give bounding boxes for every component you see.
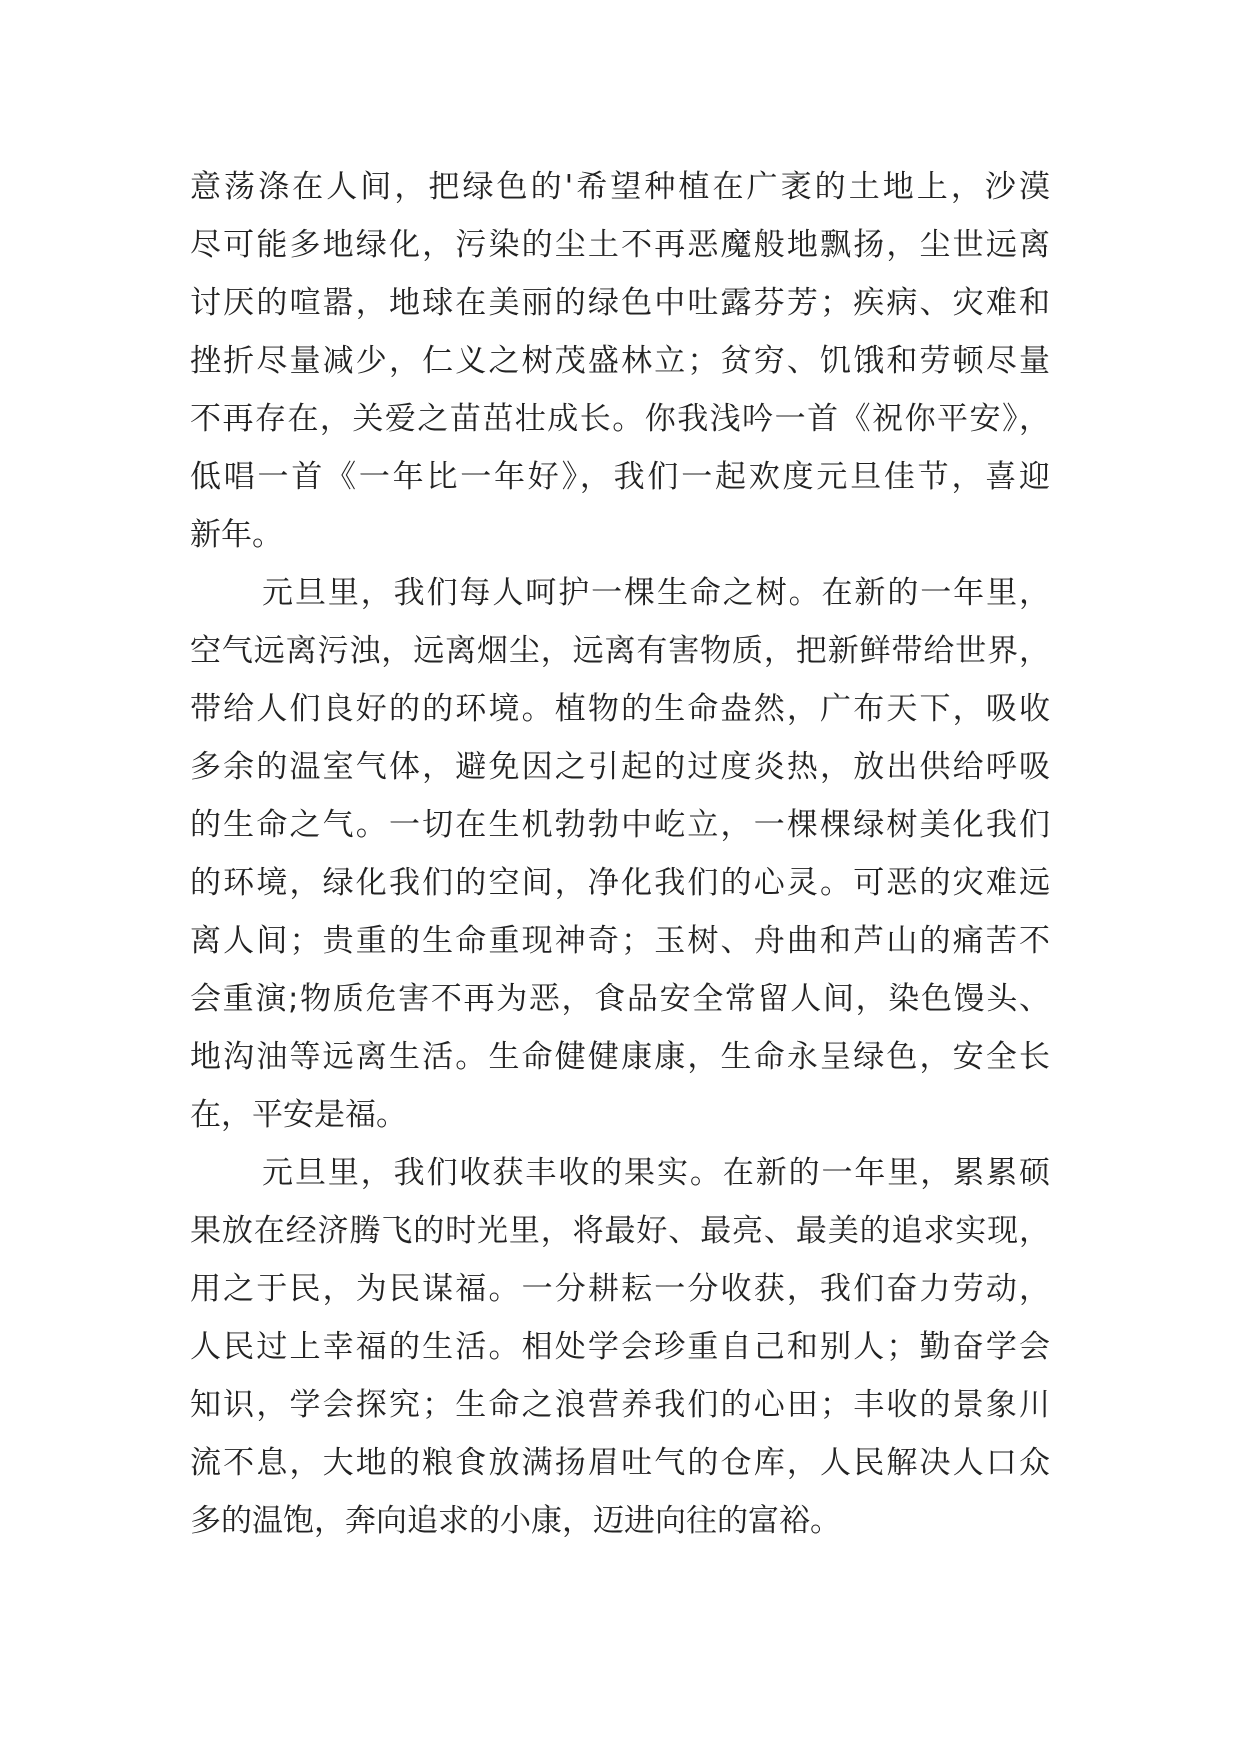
document-body bbox=[190, 158, 1050, 1550]
text-line: 离人间；贵重的生命重现神奇；玉树、舟曲和芦山的痛苦不 bbox=[190, 923, 1050, 959]
text-line: 新年。 bbox=[190, 517, 283, 553]
paragraph-1 bbox=[190, 158, 1050, 564]
text-line: 意荡涤在人间，把绿色的'希望种植在广袤的土地上，沙漠 bbox=[190, 169, 1050, 205]
paragraph-3 bbox=[190, 1144, 1050, 1550]
text-line: 低唱一首《一年比一年好》，我们一起欢度元旦佳节，喜迎 bbox=[190, 459, 1050, 495]
text-line: 空气远离污浊，远离烟尘，远离有害物质，把新鲜带给世界， bbox=[190, 633, 1050, 669]
text-line: 会重演;物质危害不再为恶，食品安全常留人间，染色馒头、 bbox=[190, 981, 1050, 1017]
text-line: 地沟油等远离生活。生命健健康康，生命永呈绿色，安全长 bbox=[190, 1039, 1050, 1075]
text-line: 挫折尽量减少，仁义之树茂盛林立；贫穷、饥饿和劳顿尽量 bbox=[190, 343, 1050, 379]
text-line: 多余的温室气体，避免因之引起的过度炎热，放出供给呼吸 bbox=[190, 749, 1050, 785]
text-line: 元旦里，我们每人呵护一棵生命之树。在新的一年里， bbox=[262, 575, 1050, 611]
text-line: 知识，学会探究；生命之浪营养我们的心田；丰收的景象川 bbox=[190, 1387, 1050, 1423]
text-line: 带给人们良好的的环境。植物的生命盎然，广布天下，吸收 bbox=[190, 691, 1050, 727]
text-line: 用之于民，为民谋福。一分耕耘一分收获，我们奋力劳动， bbox=[190, 1271, 1050, 1307]
text-line: 人民过上幸福的生活。相处学会珍重自己和别人；勤奋学会 bbox=[190, 1329, 1050, 1365]
text-line: 元旦里，我们收获丰收的果实。在新的一年里，累累硕 bbox=[262, 1155, 1050, 1191]
text-line: 讨厌的喧嚣，地球在美丽的绿色中吐露芬芳；疾病、灾难和 bbox=[190, 285, 1050, 321]
text-line: 尽可能多地绿化，污染的尘土不再恶魔般地飘扬，尘世远离 bbox=[190, 227, 1050, 263]
text-line: 多的温饱，奔向追求的小康，迈进向往的富裕。 bbox=[190, 1503, 841, 1539]
text-line: 的环境，绿化我们的空间，净化我们的心灵。可恶的灾难远 bbox=[190, 865, 1050, 901]
text-line: 果放在经济腾飞的时光里，将最好、最亮、最美的追求实现， bbox=[190, 1213, 1050, 1249]
text-line: 不再存在，关爱之苗茁壮成长。你我浅吟一首《祝你平安》， bbox=[190, 401, 1050, 437]
text-line: 流不息，大地的粮食放满扬眉吐气的仓库，人民解决人口众 bbox=[190, 1445, 1050, 1481]
paragraph-2 bbox=[190, 564, 1050, 1144]
text-line: 的生命之气。一切在生机勃勃中屹立，一棵棵绿树美化我们 bbox=[190, 807, 1050, 843]
text-line: 在，平安是福。 bbox=[190, 1097, 407, 1133]
